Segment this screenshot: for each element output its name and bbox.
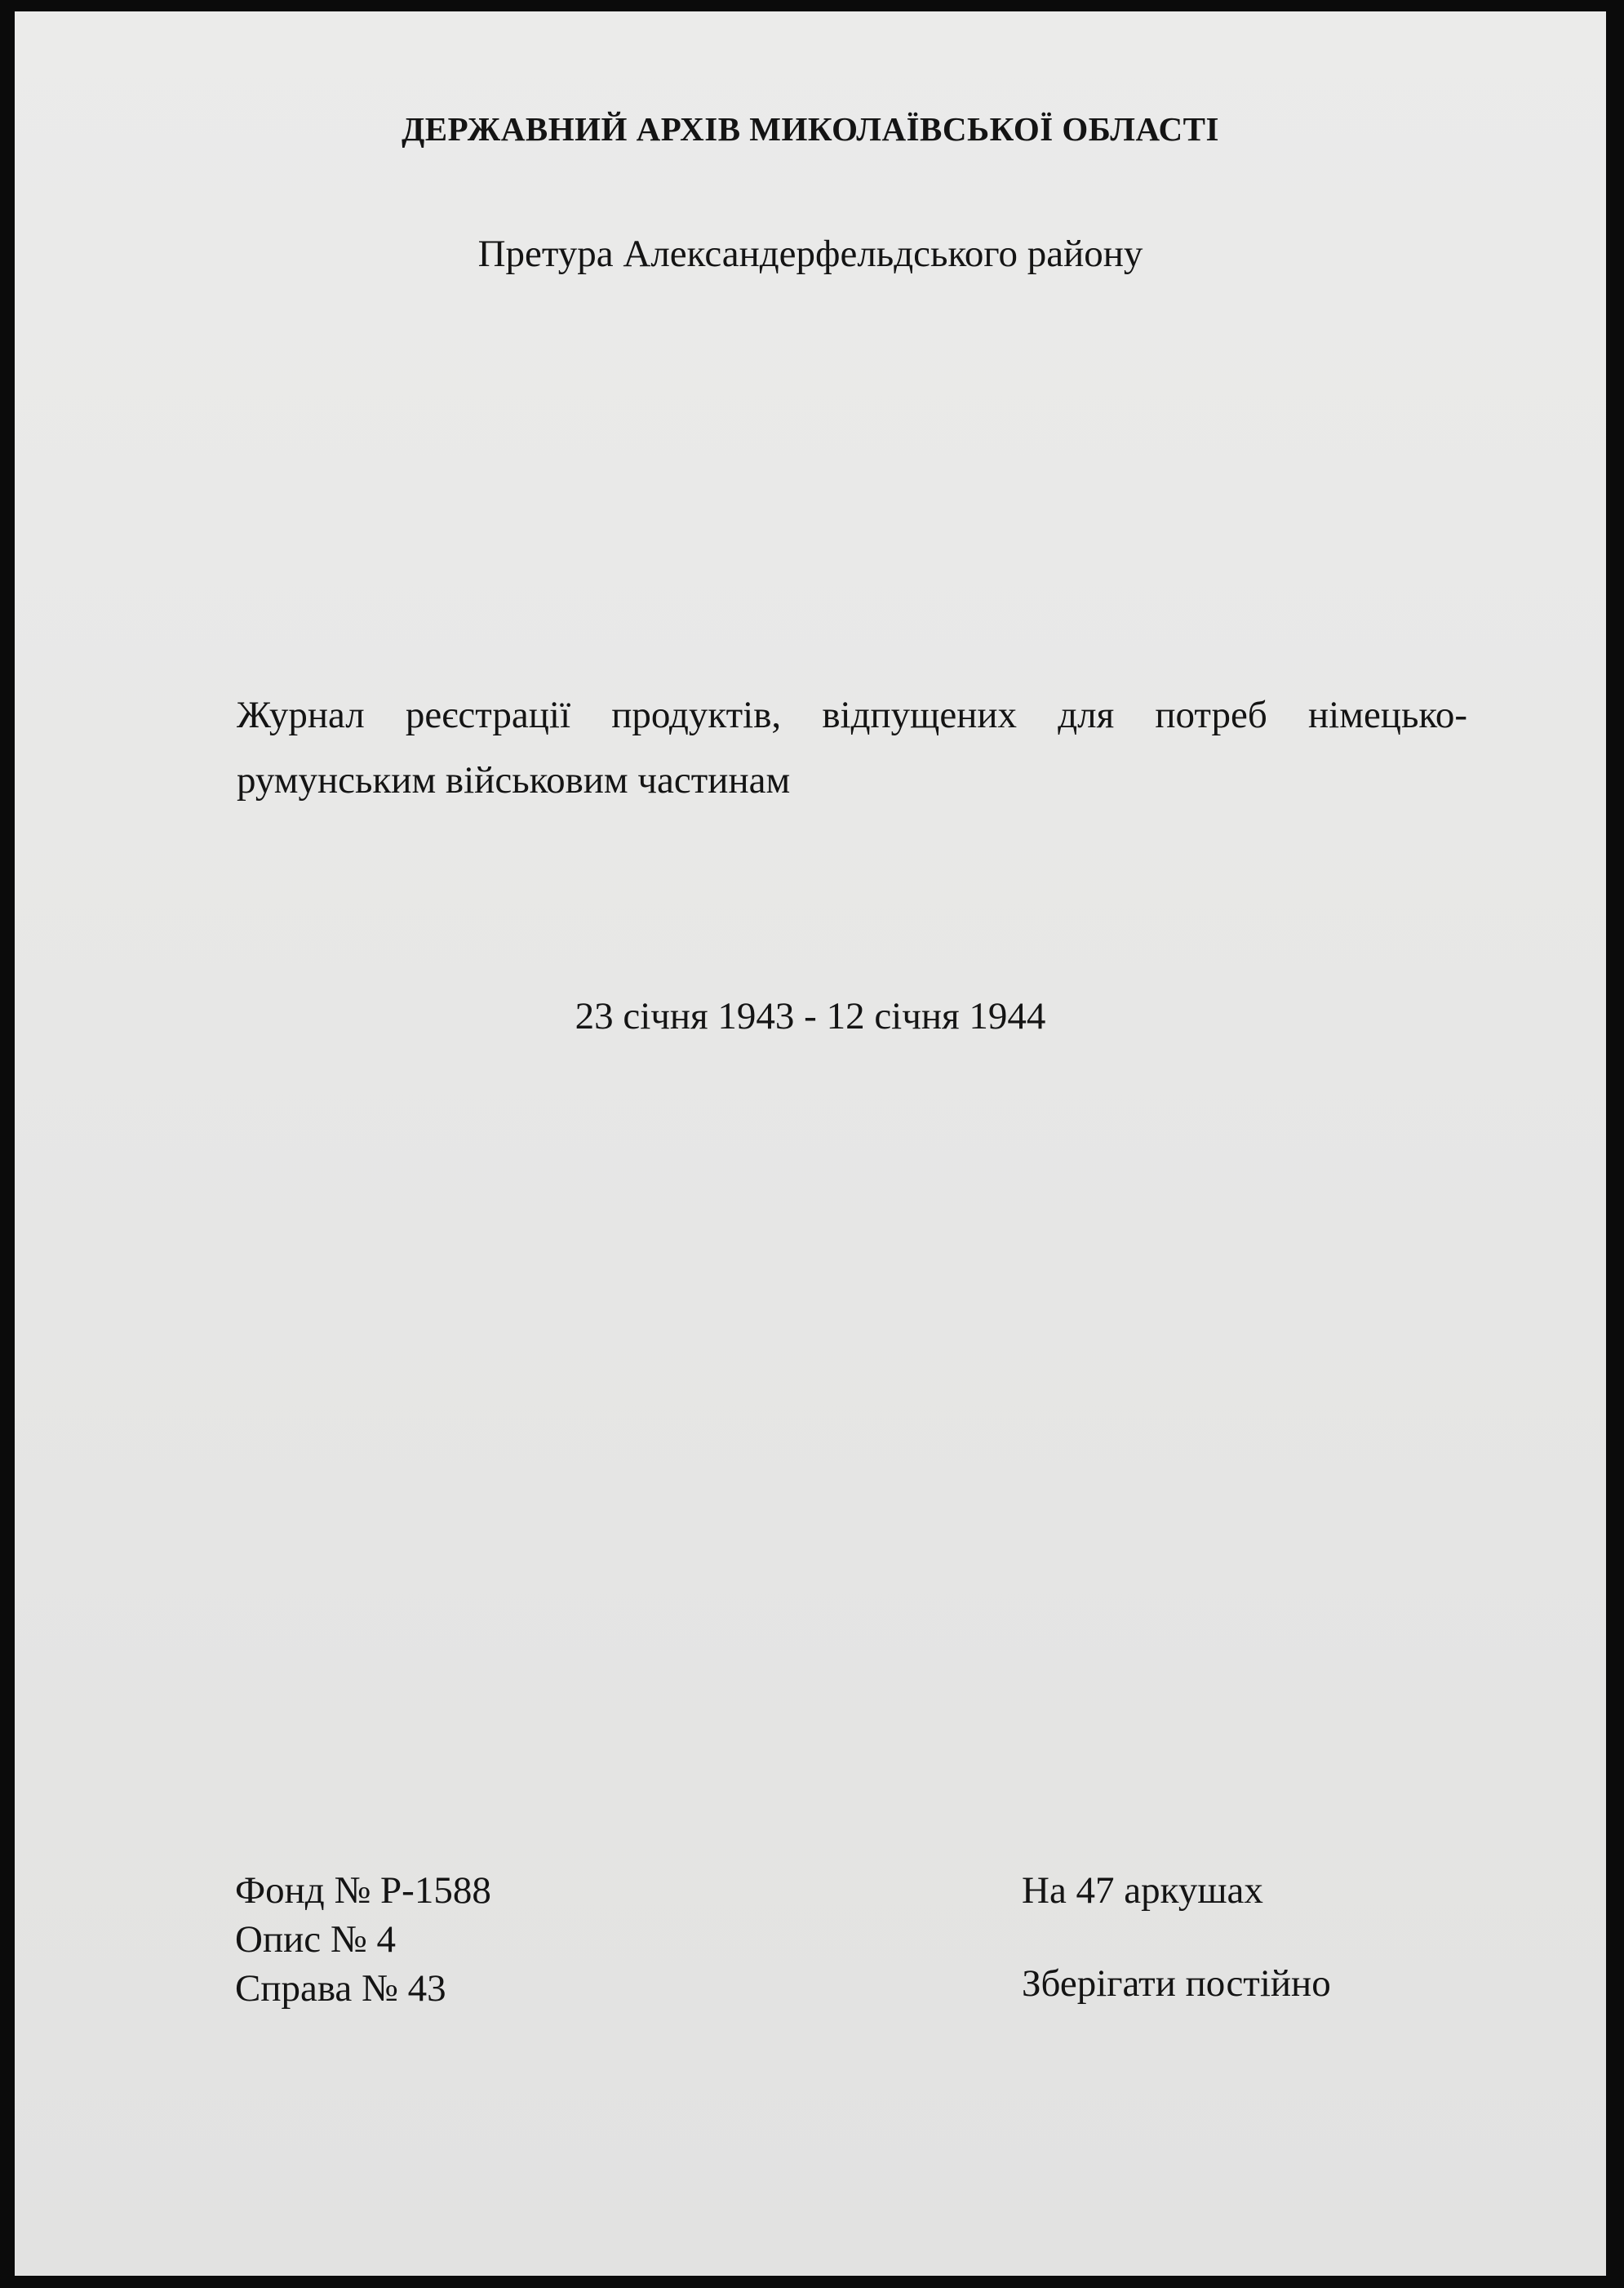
sprava-number: Справа № 43	[235, 1967, 446, 2010]
document-title: Журнал реєстрації продуктів, відпущених для потреб німецько-румунським військовим частинам	[237, 694, 1467, 802]
fond-number: Фонд № Р-1588	[235, 1869, 491, 1912]
archive-references	[235, 1866, 491, 2013]
date-range: 23 січня 1943 - 12 січня 1944	[575, 995, 1046, 1037]
institution-name: Претура Александерфельдського району	[477, 233, 1143, 275]
document-page	[15, 11, 1606, 2276]
archive-name: ДЕРЖАВНИЙ АРХІВ МИКОЛАЇВСЬКОЇ ОБЛАСТІ	[402, 110, 1219, 148]
opys-number: Опис № 4	[235, 1918, 396, 1961]
sheet-count: На 47 аркушах	[1022, 1869, 1263, 1912]
storage-info	[1022, 1866, 1331, 2008]
retention-note: Зберігати постійно	[1022, 1962, 1331, 2005]
